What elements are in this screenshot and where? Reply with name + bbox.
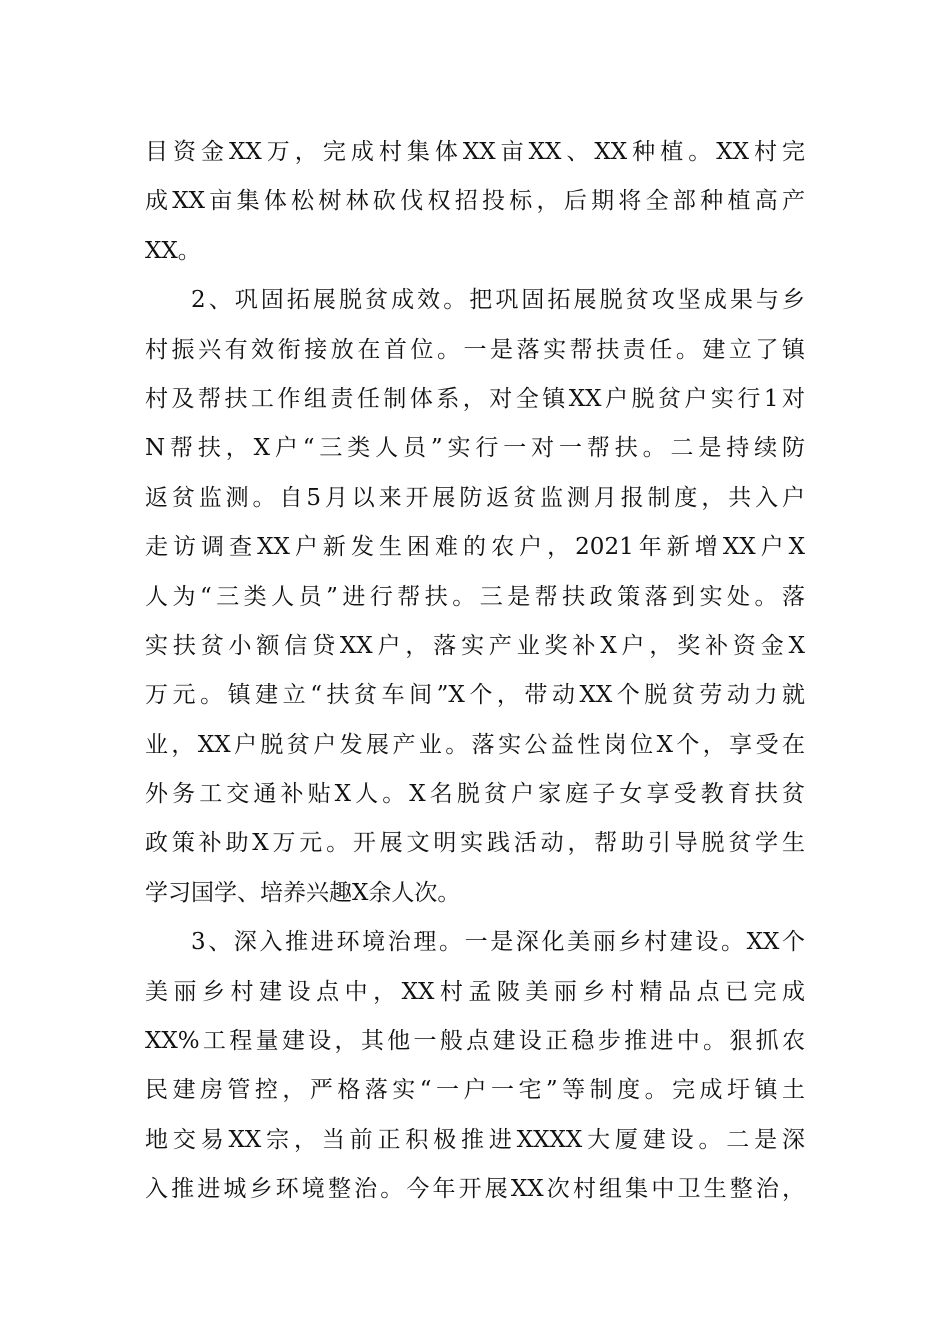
text-line: XX。 [145, 237, 201, 264]
text-line: N帮扶，X户“三类人员”实行一对一帮扶。二是持续防 [145, 435, 805, 462]
text-line: 村及帮扶工作组责任制体系，对全镇XX户脱贫户实行1对 [145, 385, 805, 412]
text-line: 地交易XX宗，当前正积极推进XXXX大厦建设。二是深 [145, 1126, 805, 1153]
text-line: 实扶贫小额信贷XX户，落实产业奖补X户，奖补资金X [145, 632, 805, 659]
text-line: 村振兴有效衔接放在首位。一是落实帮扶责任。建立了镇 [145, 336, 805, 363]
text-line: 外务工交通补贴X人。X名脱贫户家庭子女享受教育扶贫 [145, 781, 805, 808]
paragraph-project-funds [145, 132, 805, 280]
paragraph-environmental-governance [145, 922, 805, 1218]
text-line: 目资金XX万，完成村集体XX亩XX、XX种植。XX村完 [145, 139, 805, 165]
text-line: 人为“三类人员”进行帮扶。三是帮扶政策落到实处。落 [145, 583, 805, 610]
text-line: 美丽乡村建设点中，XX村孟陂美丽乡村精品点已完成 [145, 978, 805, 1005]
document-body [145, 132, 805, 1219]
text-line: 学习国学、培养兴趣X余人次。 [145, 879, 461, 906]
text-line: XX%工程量建设，其他一般点建设正稳步推进中。狠抓农 [145, 1028, 805, 1055]
text-line: 返贫监测。自5月以来开展防返贫监测月报制度，共入户 [145, 484, 805, 511]
text-line: 成XX亩集体松树林砍伐权招投标，后期将全部种植高产 [145, 188, 805, 215]
section-heading-line: 2、巩固拓展脱贫成效。把巩固拓展脱贫攻坚成果与乡 [191, 287, 805, 314]
text-line: 万元。镇建立“扶贫车间”X个，带动XX个脱贫劳动力就 [145, 682, 805, 709]
section-heading-line: 3、深入推进环境治理。一是深化美丽乡村建设。XX个 [191, 929, 805, 956]
text-line: 业，XX户脱贫户发展产业。落实公益性岗位X个，享受在 [145, 731, 805, 758]
text-line: 政策补助X万元。开展文明实践活动，帮助引导脱贫学生 [145, 830, 805, 857]
text-line: 民建房管控，严格落实“一户一宅”等制度。完成圩镇土 [145, 1077, 805, 1104]
text-line: 走访调查XX户新发生困难的农户，2021年新增XX户X [145, 534, 805, 561]
paragraph-consolidate-poverty-alleviation [145, 280, 805, 922]
text-line: 入推进城乡环境整治。今年开展XX次村组集中卫生整治， [145, 1176, 805, 1203]
